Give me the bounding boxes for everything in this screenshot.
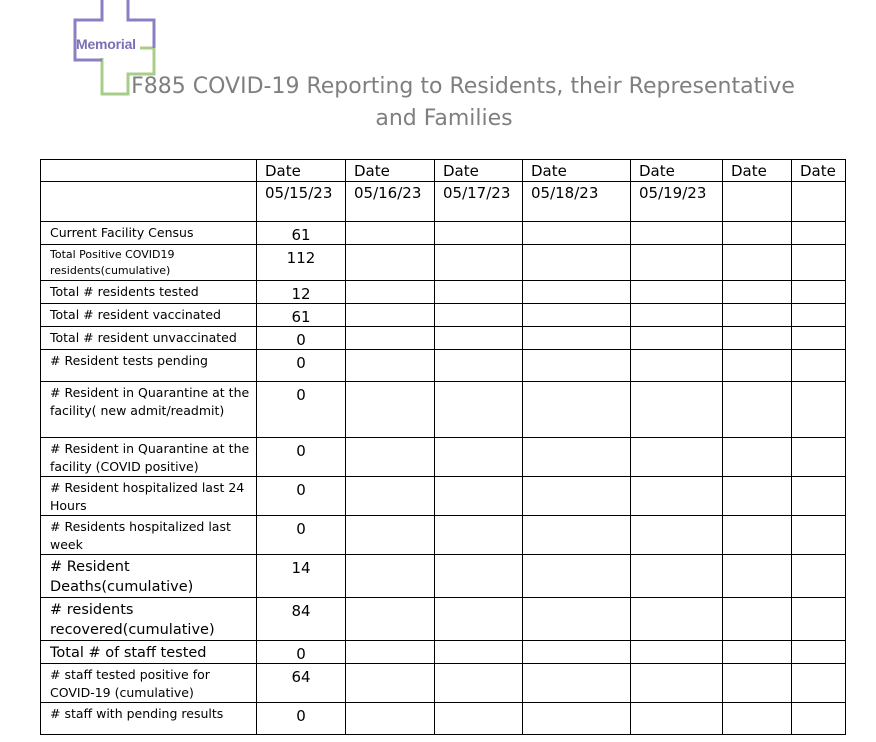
row-value: 0 — [257, 477, 346, 516]
header-cell — [723, 182, 792, 222]
empty-cell — [435, 245, 523, 281]
empty-cell — [523, 438, 631, 477]
empty-cell — [723, 438, 792, 477]
header-cell: Date — [792, 160, 846, 182]
table-row — [41, 245, 846, 281]
header-row-2 — [41, 182, 846, 222]
empty-cell — [631, 245, 723, 281]
empty-cell — [346, 477, 435, 516]
empty-cell — [723, 703, 792, 735]
empty-cell — [631, 555, 723, 598]
row-value: 14 — [257, 555, 346, 598]
row-label: # Resident in Quarantine at the facility( new admit/readmit) — [41, 382, 257, 438]
row-value: 0 — [257, 703, 346, 735]
empty-cell — [631, 222, 723, 245]
empty-cell — [435, 555, 523, 598]
empty-cell — [723, 245, 792, 281]
row-label: # Residents hospitalized last week — [41, 516, 257, 555]
empty-cell — [792, 664, 846, 703]
empty-cell — [631, 350, 723, 382]
row-label: Total Positive COVID19 residents(cumulative) — [41, 245, 257, 281]
empty-cell — [723, 222, 792, 245]
table-row — [41, 438, 846, 477]
empty-cell — [435, 438, 523, 477]
table-row — [41, 664, 846, 703]
page-title-line-2: and Families — [375, 106, 513, 131]
empty-cell — [723, 555, 792, 598]
empty-cell — [435, 382, 523, 438]
empty-cell — [523, 304, 631, 327]
row-value: 0 — [257, 438, 346, 477]
empty-cell — [523, 516, 631, 555]
row-label: # Resident tests pending — [41, 350, 257, 382]
empty-cell — [346, 641, 435, 664]
empty-cell — [723, 598, 792, 641]
empty-cell — [523, 222, 631, 245]
row-label: Total # residents tested — [41, 281, 257, 304]
empty-cell — [523, 641, 631, 664]
empty-cell — [435, 327, 523, 350]
empty-cell — [792, 703, 846, 735]
empty-cell — [631, 304, 723, 327]
empty-cell — [346, 598, 435, 641]
empty-cell — [631, 703, 723, 735]
row-value: 0 — [257, 641, 346, 664]
empty-cell — [523, 327, 631, 350]
empty-cell — [346, 555, 435, 598]
empty-cell — [435, 664, 523, 703]
empty-cell — [523, 477, 631, 516]
empty-cell — [723, 281, 792, 304]
table-row — [41, 703, 846, 735]
row-value: 0 — [257, 382, 346, 438]
empty-cell — [723, 382, 792, 438]
header-cell: 05/15/23 — [257, 182, 346, 222]
empty-cell — [792, 438, 846, 477]
empty-cell — [631, 477, 723, 516]
empty-cell — [435, 598, 523, 641]
empty-cell — [523, 281, 631, 304]
empty-cell — [723, 350, 792, 382]
empty-cell — [523, 598, 631, 641]
empty-cell — [523, 555, 631, 598]
row-value: 61 — [257, 222, 346, 245]
empty-cell — [435, 477, 523, 516]
empty-cell — [792, 641, 846, 664]
empty-cell — [523, 245, 631, 281]
row-value: 112 — [257, 245, 346, 281]
row-label: # staff tested positive for COVID-19 (cumulative) — [41, 664, 257, 703]
row-label: # staff with pending results — [41, 703, 257, 735]
table-row — [41, 281, 846, 304]
table-row — [41, 304, 846, 327]
header-cell: Date — [346, 160, 435, 182]
empty-cell — [792, 555, 846, 598]
header-cell: Date — [435, 160, 523, 182]
page-title-line-1: F885 COVID-19 Reporting to Residents, their Representative — [131, 74, 795, 99]
row-label: Current Facility Census — [41, 222, 257, 245]
row-label: Total # resident vaccinated — [41, 304, 257, 327]
header-cell — [41, 182, 257, 222]
row-label: # Resident hospitalized last 24 Hours — [41, 477, 257, 516]
header-row-1 — [41, 160, 846, 182]
table-row — [41, 516, 846, 555]
table-row — [41, 477, 846, 516]
empty-cell — [723, 641, 792, 664]
header-cell: 05/18/23 — [523, 182, 631, 222]
empty-cell — [435, 222, 523, 245]
empty-cell — [792, 281, 846, 304]
empty-cell — [523, 703, 631, 735]
empty-cell — [346, 350, 435, 382]
row-label: # Resident in Quarantine at the facility (COVID positive) — [41, 438, 257, 477]
empty-cell — [631, 438, 723, 477]
header-cell: 05/19/23 — [631, 182, 723, 222]
empty-cell — [346, 281, 435, 304]
empty-cell — [435, 703, 523, 735]
table-row — [41, 598, 846, 641]
empty-cell — [792, 516, 846, 555]
logo-text: Memorial — [76, 36, 136, 52]
empty-cell — [346, 703, 435, 735]
empty-cell — [346, 222, 435, 245]
table-row — [41, 327, 846, 350]
row-value: 0 — [257, 516, 346, 555]
empty-cell — [792, 222, 846, 245]
empty-cell — [792, 350, 846, 382]
empty-cell — [792, 327, 846, 350]
empty-cell — [346, 516, 435, 555]
empty-cell — [346, 664, 435, 703]
empty-cell — [631, 664, 723, 703]
row-label: Total # of staff tested — [41, 641, 257, 664]
empty-cell — [631, 516, 723, 555]
header-cell — [792, 182, 846, 222]
empty-cell — [631, 382, 723, 438]
empty-cell — [346, 382, 435, 438]
table-row — [41, 382, 846, 438]
header-cell: 05/17/23 — [435, 182, 523, 222]
empty-cell — [631, 598, 723, 641]
empty-cell — [631, 281, 723, 304]
row-value: 84 — [257, 598, 346, 641]
row-value: 61 — [257, 304, 346, 327]
empty-cell — [792, 477, 846, 516]
empty-cell — [346, 304, 435, 327]
empty-cell — [723, 304, 792, 327]
empty-cell — [723, 327, 792, 350]
empty-cell — [631, 327, 723, 350]
header-cell — [41, 160, 257, 182]
empty-cell — [346, 327, 435, 350]
empty-cell — [792, 382, 846, 438]
empty-cell — [435, 641, 523, 664]
row-value: 64 — [257, 664, 346, 703]
empty-cell — [523, 350, 631, 382]
empty-cell — [792, 598, 846, 641]
empty-cell — [792, 304, 846, 327]
empty-cell — [723, 516, 792, 555]
table-row — [41, 222, 846, 245]
table-row — [41, 555, 846, 598]
header-cell: Date — [631, 160, 723, 182]
table-row — [41, 350, 846, 382]
empty-cell — [435, 281, 523, 304]
empty-cell — [523, 382, 631, 438]
empty-cell — [723, 664, 792, 703]
empty-cell — [435, 350, 523, 382]
row-value: 12 — [257, 281, 346, 304]
covid-report-table — [40, 159, 846, 735]
row-label: # residents recovered(cumulative) — [41, 598, 257, 641]
empty-cell — [631, 641, 723, 664]
empty-cell — [435, 304, 523, 327]
row-label: # Resident Deaths(cumulative) — [41, 555, 257, 598]
header-cell: Date — [257, 160, 346, 182]
empty-cell — [435, 516, 523, 555]
empty-cell — [346, 438, 435, 477]
empty-cell — [346, 245, 435, 281]
row-label: Total # resident unvaccinated — [41, 327, 257, 350]
table-row — [41, 641, 846, 664]
empty-cell — [792, 245, 846, 281]
header-cell: Date — [523, 160, 631, 182]
empty-cell — [723, 477, 792, 516]
row-value: 0 — [257, 350, 346, 382]
header-cell: 05/16/23 — [346, 182, 435, 222]
row-value: 0 — [257, 327, 346, 350]
empty-cell — [523, 664, 631, 703]
header-cell: Date — [723, 160, 792, 182]
